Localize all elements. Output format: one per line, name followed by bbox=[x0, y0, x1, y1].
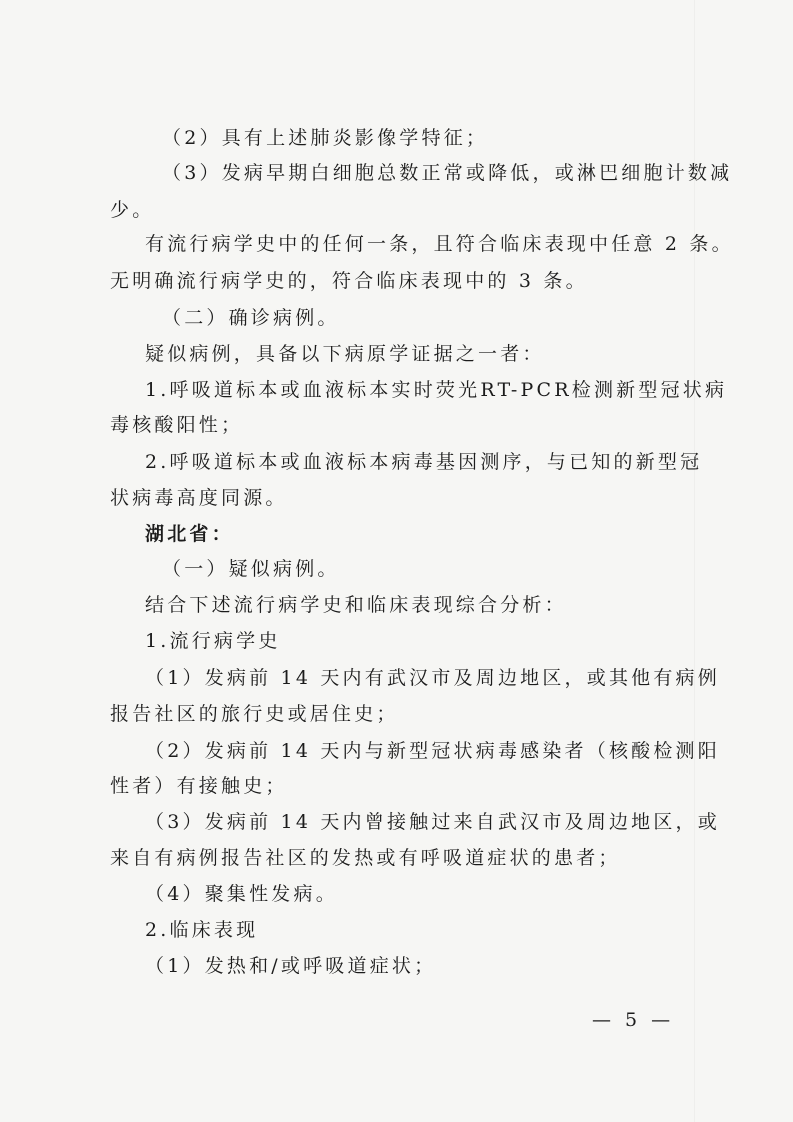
text-line: 状病毒高度同源。 bbox=[110, 487, 288, 509]
text-line: （1）发病前 14 天内有武汉市及周边地区，或其他有病例 bbox=[145, 667, 720, 689]
text-line: 结合下述流行病学史和临床表现综合分析： bbox=[145, 594, 567, 616]
text-line: 1.流行病学史 bbox=[145, 630, 281, 652]
text-line: 少。 bbox=[110, 199, 155, 221]
text-line: 1.呼吸道标本或血液标本实时荧光RT-PCR检测新型冠状病 bbox=[145, 379, 728, 401]
text-line: 无明确流行病学史的，符合临床表现中的 3 条。 bbox=[110, 270, 588, 292]
province-heading: 湖北省： bbox=[145, 523, 234, 545]
section-heading: （一）疑似病例。 bbox=[162, 558, 340, 580]
page-number: — 5 — bbox=[592, 1009, 675, 1031]
text-line: （3）发病前 14 天内曾接触过来自武汉市及周边地区，或 bbox=[145, 811, 720, 833]
text-line: （2）发病前 14 天内与新型冠状病毒感染者（核酸检测阳 bbox=[145, 740, 720, 762]
text-line: 有流行病学史中的任何一条，且符合临床表现中任意 2 条。 bbox=[145, 233, 734, 255]
text-line: 毒核酸阳性； bbox=[110, 414, 244, 436]
section-heading: （二）确诊病例。 bbox=[162, 307, 340, 329]
text-line: 2.呼吸道标本或血液标本病毒基因测序，与已知的新型冠 bbox=[145, 451, 703, 473]
text-line: 2.临床表现 bbox=[145, 919, 259, 941]
text-line: 来自有病例报告社区的发热或有呼吸道症状的患者； bbox=[110, 847, 621, 869]
text-line: 报告社区的旅行史或居住史； bbox=[110, 703, 399, 725]
text-line: （2）具有上述肺炎影像学特征； bbox=[162, 127, 489, 149]
text-line: （1）发热和/或呼吸道症状； bbox=[145, 955, 437, 977]
text-line: （3）发病早期白细胞总数正常或降低，或淋巴细胞计数减 bbox=[162, 162, 733, 184]
text-line: 疑似病例，具备以下病原学证据之一者： bbox=[145, 343, 545, 365]
text-line: （4）聚集性发病。 bbox=[145, 883, 338, 905]
text-line: 性者）有接触史； bbox=[110, 775, 288, 797]
